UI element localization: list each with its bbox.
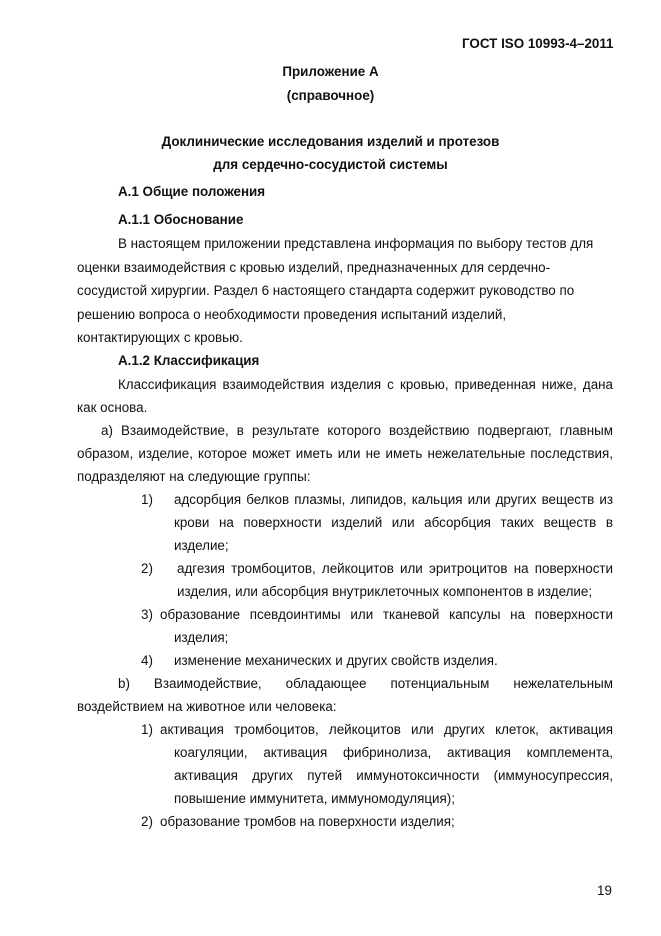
- list-item-number: 1): [141, 492, 153, 507]
- item-b-line: воздействием на животное или человека:: [77, 699, 337, 714]
- appendix-title: Приложение А: [282, 64, 379, 79]
- list-item-line: коагуляции, активация фибринолиза, активация комплемента,: [174, 745, 613, 760]
- list-item-line: повышение иммунитета, иммуномодуляция);: [174, 791, 455, 806]
- appendix-heading-line2: для сердечно-сосудистой системы: [213, 157, 448, 172]
- list-item-line: изделия;: [174, 630, 229, 645]
- appendix-subtitle: (справочное): [286, 88, 375, 103]
- appendix-heading-line1: Доклинические исследования изделий и протезов: [161, 134, 500, 149]
- list-item-number: 4): [141, 653, 153, 668]
- paragraph-line: Классификация взаимодействия изделия с кровью, приведенная ниже, дана: [118, 377, 613, 392]
- page-number: 19: [597, 883, 612, 898]
- list-item-number: 1): [141, 722, 153, 737]
- list-item-line: адсорбция белков плазмы, липидов, кальция или других веществ из: [174, 492, 613, 507]
- item-a-line: подразделяют на следующие группы:: [77, 469, 311, 484]
- list-item-line: активация тромбоцитов, лейкоцитов или других клеток, активация: [160, 722, 613, 737]
- list-item-line: образование псевдоинтимы или тканевой капсулы на поверхности: [160, 607, 613, 622]
- list-item-number: 2): [141, 814, 153, 829]
- list-item-number: 3): [141, 607, 153, 622]
- list-item-number: 2): [141, 561, 153, 576]
- paragraph-line: как основа.: [77, 400, 148, 415]
- paragraph-line: оценки взаимодействия с кровью изделий, предназначенных для сердечно-: [77, 260, 551, 275]
- item-b-line: b) Взаимодействие, обладающее потенциальным нежелательным: [118, 676, 613, 691]
- list-item-line: активация других путей иммунотоксичности (иммуносупрессия,: [174, 768, 613, 783]
- list-item-line: изделия, или абсорбция внутриклеточных компонентов в изделие;: [177, 584, 593, 599]
- paragraph-line: контактирующих с кровью.: [77, 330, 243, 345]
- standard-designation: ГОСТ ISO 10993-4–2011: [462, 36, 614, 51]
- section-a11-heading: А.1.1 Обоснование: [118, 212, 244, 227]
- item-a-line: а) Взаимодействие, в результате которого воздействию подвергают, главным: [101, 423, 613, 438]
- paragraph-line: В настоящем приложении представлена информация по выбору тестов для: [118, 236, 594, 251]
- list-item-line: изменение механических и других свойств изделия.: [174, 653, 498, 668]
- section-a1-heading: А.1 Общие положения: [118, 184, 266, 199]
- list-item-line: крови на поверхности изделий или абсорбция таких веществ в: [174, 515, 613, 530]
- paragraph-line: решению вопроса о необходимости проведения испытаний изделий,: [77, 307, 507, 322]
- item-a-line: образом, изделие, которое может иметь или не иметь нежелательные последствия,: [77, 446, 613, 461]
- section-a12-heading: А.1.2 Классификация: [118, 353, 260, 368]
- list-item-line: образование тромбов на поверхности изделия;: [160, 814, 455, 829]
- list-item-line: адгезия тромбоцитов, лейкоцитов или эритроцитов на поверхности: [177, 561, 613, 576]
- paragraph-line: сосудистой хирургии. Раздел 6 настоящего стандарта содержит руководство по: [77, 283, 575, 298]
- list-item-line: изделие;: [174, 538, 229, 553]
